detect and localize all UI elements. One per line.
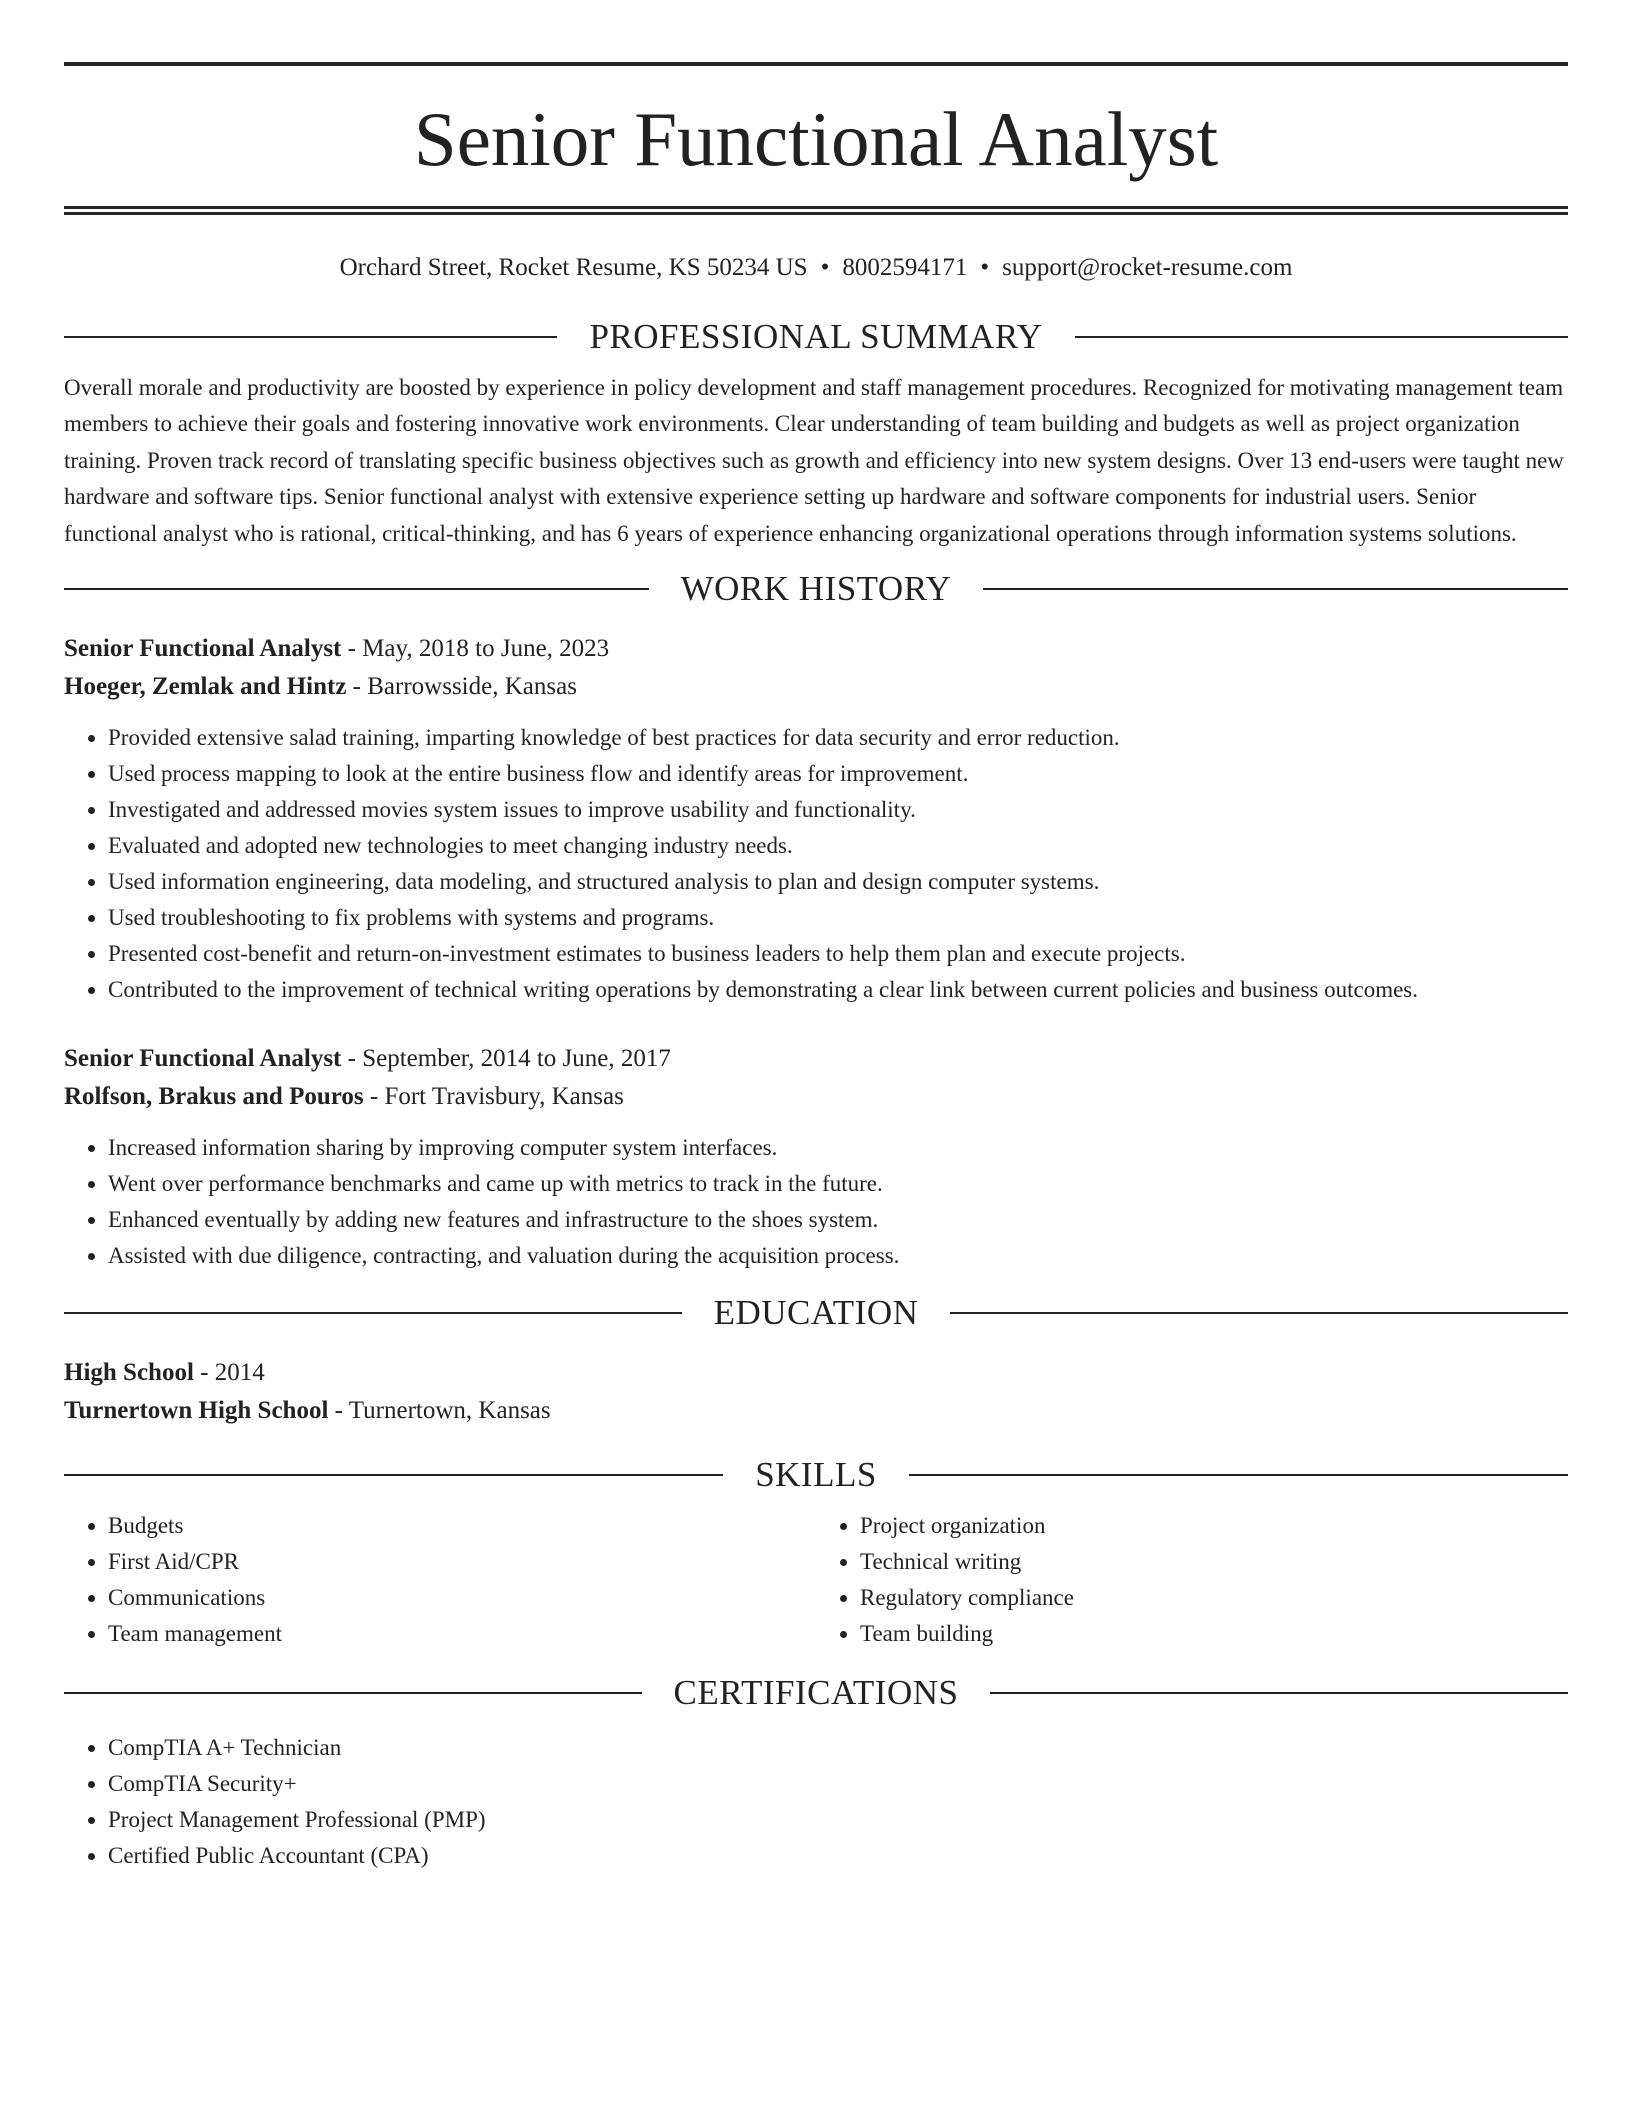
heading-rule	[64, 1312, 682, 1314]
school-location: - Turnertown, Kansas	[328, 1397, 551, 1425]
page-title: Senior Functional Analyst	[413, 96, 1219, 182]
email: support@rocket-resume.com	[1002, 254, 1293, 281]
certifications-heading	[64, 1672, 1568, 1714]
summary-text: Overall morale and productivity are boosted by experience in policy development and staff management procedures. Recognized for motivating management team members to achieve their goals and fostering innovative work environments. Clear understanding of team building and budgets as well as project organization training. Proven track record of translating specific business objectives such as growth and efficiency into new system designs. Over 13 end-users were taught new hardware and software tips. Senior functional analyst with extensive experience setting up hardware and software components for industrial users. Senior functional analyst who is rational, critical-thinking, and has 6 years of experience enhancing organizational operations through information systems solutions.	[64, 375, 1564, 546]
skill-item: • Communications	[108, 1580, 816, 1616]
heading-rule	[909, 1474, 1568, 1476]
job-company-line	[64, 1078, 1568, 1116]
section-title: SKILLS	[755, 1455, 877, 1495]
skill-item: • First Aid/CPR	[108, 1544, 816, 1580]
skills-columns	[64, 1508, 1568, 1652]
skill-item: • Technical writing	[860, 1544, 1568, 1580]
summary-heading	[64, 316, 1568, 358]
skill-item: • Project organization	[860, 1508, 1568, 1544]
title-double-rule	[64, 206, 1568, 215]
school-line	[64, 1392, 1568, 1430]
job-bullets	[64, 1130, 1568, 1274]
list-item: • Investigated and addressed movies system issues to improve usability and functionality.	[108, 792, 1568, 828]
contact-separator: •	[820, 254, 830, 281]
phone: 8002594171	[842, 254, 968, 281]
list-item: • Enhanced eventually by adding new features and infrastructure to the shoes system.	[108, 1202, 1568, 1238]
certification-item: • Project Management Professional (PMP)	[108, 1802, 1568, 1838]
list-item: • Presented cost-benefit and return-on-investment estimates to business leaders to help them plan and execute projects.	[108, 936, 1568, 972]
contact-line	[64, 252, 1568, 284]
section-title: CERTIFICATIONS	[673, 1673, 959, 1713]
heading-rule	[1075, 336, 1568, 338]
school-name: Turnertown High School	[64, 1397, 329, 1425]
job-title: Senior Functional Analyst	[64, 1045, 342, 1073]
contact-separator: •	[980, 254, 990, 281]
list-item: • Evaluated and adopted new technologies to meet changing industry needs.	[108, 828, 1568, 864]
degree: High School	[64, 1359, 194, 1387]
job-company: Rolfson, Brakus and Pouros	[64, 1083, 364, 1111]
skills-list-left	[64, 1508, 816, 1652]
list-item: • Contributed to the improvement of technical writing operations by demonstrating a clear link between current policies and business outcomes.	[108, 972, 1568, 1008]
skills-heading	[64, 1454, 1568, 1496]
job-location: - Barrowsside, Kansas	[346, 673, 577, 701]
list-item: • Assisted with due diligence, contracting, and valuation during the acquisition process.	[108, 1238, 1568, 1274]
list-item: • Provided extensive salad training, imparting knowledge of best practices for data security and error reduction.	[108, 720, 1568, 756]
certifications-list	[64, 1730, 1568, 1874]
job-dates: - May, 2018 to June, 2023	[341, 635, 610, 663]
certification-item: • Certified Public Accountant (CPA)	[108, 1838, 1568, 1874]
job-title: Senior Functional Analyst	[64, 635, 342, 663]
job-bullets	[64, 720, 1568, 1008]
job-dates: - September, 2014 to June, 2017	[341, 1045, 671, 1073]
skill-item: • Regulatory compliance	[860, 1580, 1568, 1616]
list-item: • Used troubleshooting to fix problems with systems and programs.	[108, 900, 1568, 936]
list-item: • Went over performance benchmarks and came up with metrics to track in the future.	[108, 1166, 1568, 1202]
certification-item: • CompTIA A+ Technician	[108, 1730, 1568, 1766]
skill-item: • Team management	[108, 1616, 816, 1652]
heading-rule	[983, 588, 1568, 590]
job-company-line	[64, 668, 1568, 706]
work-heading	[64, 568, 1568, 610]
list-item: • Used information engineering, data modeling, and structured analysis to plan and design computer systems.	[108, 864, 1568, 900]
list-item: • Used process mapping to look at the entire business flow and identify areas for improvement.	[108, 756, 1568, 792]
skill-item: • Team building	[860, 1616, 1568, 1652]
job-location: - Fort Travisbury, Kansas	[363, 1083, 624, 1111]
address: Orchard Street, Rocket Resume, KS 50234 US	[339, 254, 808, 281]
list-item: • Increased information sharing by improving computer system interfaces.	[108, 1130, 1568, 1166]
heading-rule	[64, 1692, 642, 1694]
heading-rule	[64, 588, 649, 590]
resume-page	[64, 0, 1568, 1874]
job-entry	[64, 1040, 1568, 1274]
skill-item: • Budgets	[108, 1508, 816, 1544]
job-company: Hoeger, Zemlak and Hintz	[64, 673, 347, 701]
top-rule	[64, 62, 1568, 66]
skills-list-right	[816, 1508, 1568, 1652]
education-entry	[64, 1354, 1568, 1430]
education-heading	[64, 1292, 1568, 1334]
job-entry	[64, 630, 1568, 1008]
section-title: PROFESSIONAL SUMMARY	[589, 317, 1043, 356]
graduation-year: - 2014	[193, 1359, 265, 1387]
heading-rule	[64, 1474, 723, 1476]
heading-rule	[950, 1312, 1568, 1314]
job-title-line	[64, 630, 1568, 668]
heading-rule	[64, 336, 557, 338]
degree-line	[64, 1354, 1568, 1392]
job-title-line	[64, 1040, 1568, 1078]
heading-rule	[990, 1692, 1568, 1694]
certification-item: • CompTIA Security+	[108, 1766, 1568, 1802]
section-title: WORK HISTORY	[680, 569, 952, 609]
section-title: EDUCATION	[713, 1293, 919, 1333]
